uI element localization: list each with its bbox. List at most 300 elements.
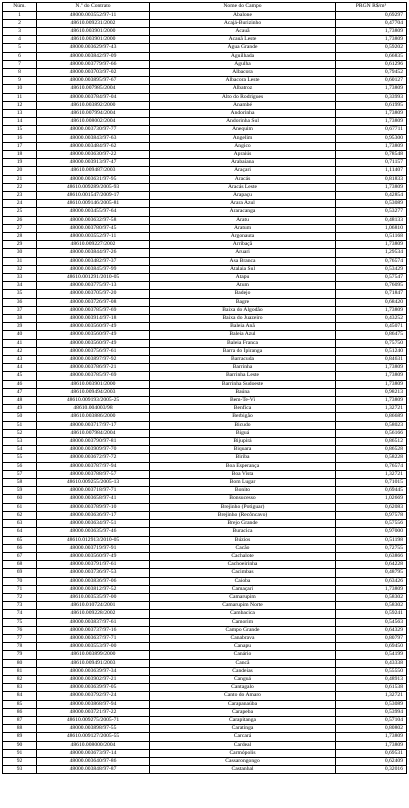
row-prgn: 0,54563 xyxy=(336,618,407,626)
row-num: 34 xyxy=(3,282,37,290)
row-prgn: 0,78548 xyxy=(336,150,407,158)
row-contract: 48000.003672/97-72 xyxy=(37,454,150,462)
row-num: 53 xyxy=(3,438,37,446)
row-num: 41 xyxy=(3,339,37,347)
row-field-name: Aratu xyxy=(150,216,336,224)
table-row xyxy=(3,339,407,347)
table-row xyxy=(3,167,407,175)
row-field-name: Albacora Leste xyxy=(150,77,336,85)
row-field-name: Cassarongongo xyxy=(150,757,336,765)
row-field-name: Candeias xyxy=(150,667,336,675)
row-field-name: Baleia Anã xyxy=(150,323,336,331)
row-field-name: Camaçari xyxy=(150,585,336,593)
row-prgn: 0,68420 xyxy=(336,298,407,306)
row-num: 1 xyxy=(3,11,37,19)
row-prgn: 0,59202 xyxy=(336,44,407,52)
row-field-name: Cambacica xyxy=(150,610,336,618)
row-num: 35 xyxy=(3,290,37,298)
row-num: 89 xyxy=(3,733,37,741)
row-num: 59 xyxy=(3,487,37,495)
row-prgn: 0,59241 xyxy=(336,610,407,618)
table-row xyxy=(3,700,407,708)
table-row xyxy=(3,257,407,265)
row-field-name: Buracica xyxy=(150,528,336,536)
row-num: 52 xyxy=(3,429,37,437)
row-contract: 48000.003553/97-00 xyxy=(37,643,150,651)
table-row xyxy=(3,692,407,700)
row-num: 70 xyxy=(3,577,37,585)
row-field-name: Barrinha Sudoeste xyxy=(150,380,336,388)
row-prgn: 1,73809 xyxy=(336,85,407,93)
row-contract: 48000.003705/97-20 xyxy=(37,290,150,298)
row-contract: 48000.003784/97-04 xyxy=(37,93,150,101)
row-num: 64 xyxy=(3,528,37,536)
row-contract: 48000.003844/97-26 xyxy=(37,249,150,257)
row-field-name: Atum xyxy=(150,282,336,290)
row-prgn: 1,32721 xyxy=(336,405,407,413)
table-row xyxy=(3,487,407,495)
row-contract: 48610.009127/2005-55 xyxy=(37,733,150,741)
table-row xyxy=(3,429,407,437)
row-num: 4 xyxy=(3,36,37,44)
row-prgn: 0,58023 xyxy=(336,421,407,429)
table-row xyxy=(3,725,407,733)
table-row xyxy=(3,741,407,749)
row-field-name: Benfica xyxy=(150,405,336,413)
row-prgn: 0,47704 xyxy=(336,19,407,27)
row-num: 33 xyxy=(3,274,37,282)
table-row xyxy=(3,593,407,601)
row-field-name: Barrinha xyxy=(150,364,336,372)
table-row xyxy=(3,93,407,101)
row-field-name: Baleia Azul xyxy=(150,331,336,339)
row-num: 87 xyxy=(3,716,37,724)
row-field-name: Anambé xyxy=(150,101,336,109)
contract-table-container xyxy=(2,2,406,774)
row-num: 40 xyxy=(3,331,37,339)
row-num: 26 xyxy=(3,216,37,224)
table-row xyxy=(3,749,407,757)
row-prgn: 0,61296 xyxy=(336,60,407,68)
row-contract: 48000.003837/97-61 xyxy=(37,618,150,626)
table-row xyxy=(3,667,407,675)
row-prgn: 0,69531 xyxy=(336,749,407,757)
row-field-name: Bom Lugar xyxy=(150,479,336,487)
table-row xyxy=(3,331,407,339)
row-contract: 48000.003792/97-24 xyxy=(37,692,150,700)
row-num: 15 xyxy=(3,126,37,134)
row-field-name: Cachalote xyxy=(150,552,336,560)
row-prgn: 0,71015 xyxy=(336,479,407,487)
row-prgn: 0,63866 xyxy=(336,552,407,560)
row-contract: 48610.001291/2010-05 xyxy=(37,274,150,282)
row-num: 85 xyxy=(3,700,37,708)
row-num: 42 xyxy=(3,347,37,355)
row-num: 14 xyxy=(3,118,37,126)
row-prgn: 0,56166 xyxy=(336,429,407,437)
row-prgn: 1,11407 xyxy=(336,167,407,175)
row-num: 69 xyxy=(3,569,37,577)
row-num: 9 xyxy=(3,77,37,85)
row-field-name: Aracás Leste xyxy=(150,183,336,191)
row-contract: 48610.012913/2010-05 xyxy=(37,536,150,544)
row-field-name: Arabaiana xyxy=(150,159,336,167)
table-row xyxy=(3,60,407,68)
row-prgn: 0,67711 xyxy=(336,126,407,134)
row-prgn: 0,33993 xyxy=(336,93,407,101)
row-prgn: 0,98213 xyxy=(336,388,407,396)
table-row xyxy=(3,52,407,60)
table-row xyxy=(3,544,407,552)
row-field-name: Abalone xyxy=(150,11,336,19)
row-field-name: Alto do Rodrigues xyxy=(150,93,336,101)
row-field-name: Badejo xyxy=(150,290,336,298)
row-num: 13 xyxy=(3,109,37,117)
table-row xyxy=(3,569,407,577)
row-contract: 48000.003637/97-71 xyxy=(37,634,150,642)
row-prgn: 0,76574 xyxy=(336,462,407,470)
row-field-name: Araracanga xyxy=(150,208,336,216)
table-row xyxy=(3,36,407,44)
row-contract: 48000.003898/97-55 xyxy=(37,725,150,733)
row-field-name: Canário xyxy=(150,651,336,659)
row-num: 93 xyxy=(3,766,37,774)
row-contract: 48610.007985/2004 xyxy=(37,85,150,93)
row-contract: 48000.003703/97-02 xyxy=(37,68,150,76)
row-prgn: 0,45071 xyxy=(336,323,407,331)
row-num: 51 xyxy=(3,421,37,429)
table-header-row xyxy=(3,3,407,12)
row-num: 57 xyxy=(3,470,37,478)
row-prgn: 1,73809 xyxy=(336,36,407,44)
row-num: 39 xyxy=(3,323,37,331)
row-field-name: Barrinha Leste xyxy=(150,372,336,380)
row-contract: 48610.008002/2004 xyxy=(37,118,150,126)
row-num: 46 xyxy=(3,380,37,388)
row-contract: 48610.009146/2005-81 xyxy=(37,200,150,208)
table-row xyxy=(3,520,407,528)
row-field-name: Biguá xyxy=(150,429,336,437)
row-contract: 48610.009487/2003 xyxy=(37,167,150,175)
row-field-name: Bicudo xyxy=(150,421,336,429)
row-field-name: Aracás xyxy=(150,175,336,183)
row-field-name: Bagre xyxy=(150,298,336,306)
table-row xyxy=(3,716,407,724)
row-num: 84 xyxy=(3,692,37,700)
row-prgn: 0,62409 xyxy=(336,757,407,765)
row-contract: 48610.007994/2004 xyxy=(37,109,150,117)
row-prgn: 0,57547 xyxy=(336,274,407,282)
row-prgn: 0,53089 xyxy=(336,200,407,208)
row-contract: 48000.003560/97-49 xyxy=(37,331,150,339)
row-contract: 48610.009193/2005-25 xyxy=(37,397,150,405)
row-field-name: Cardeal xyxy=(150,741,336,749)
row-prgn: 0,64329 xyxy=(336,626,407,634)
row-field-name: Acauã xyxy=(150,27,336,35)
row-field-name: Bonito xyxy=(150,487,336,495)
row-prgn: 0,95300 xyxy=(336,134,407,142)
header-num: Núm. xyxy=(3,3,37,12)
row-field-name: Castanhal xyxy=(150,766,336,774)
row-num: 19 xyxy=(3,159,37,167)
row-prgn: 0,58228 xyxy=(336,454,407,462)
row-prgn: 1,02669 xyxy=(336,495,407,503)
row-contract: 48000.003484/97-62 xyxy=(37,142,150,150)
row-field-name: Canguá xyxy=(150,675,336,683)
table-row xyxy=(3,11,407,19)
row-num: 72 xyxy=(3,593,37,601)
row-num: 21 xyxy=(3,175,37,183)
row-num: 12 xyxy=(3,101,37,109)
row-field-name: Asa Branca xyxy=(150,257,336,265)
row-num: 81 xyxy=(3,667,37,675)
table-row xyxy=(3,191,407,199)
row-contract: 48000.003455/97-64 xyxy=(37,208,150,216)
table-row xyxy=(3,175,407,183)
row-num: 5 xyxy=(3,44,37,52)
row-contract: 48610.003901/2000 xyxy=(37,27,150,35)
row-field-name: Araçari xyxy=(150,167,336,175)
row-num: 38 xyxy=(3,315,37,323)
row-num: 11 xyxy=(3,93,37,101)
row-prgn: 1,32721 xyxy=(336,470,407,478)
table-row xyxy=(3,585,407,593)
row-num: 43 xyxy=(3,356,37,364)
row-prgn: 0,76574 xyxy=(336,257,407,265)
row-prgn: 0,63426 xyxy=(336,577,407,585)
row-prgn: 0,97578 xyxy=(336,511,407,519)
row-contract: 48610.003892/2000 xyxy=(37,101,150,109)
row-contract: 48610.009491/2003 xyxy=(37,659,150,667)
table-row xyxy=(3,552,407,560)
row-contract: 48000.003560/97-49 xyxy=(37,339,150,347)
row-num: 56 xyxy=(3,462,37,470)
table-row xyxy=(3,446,407,454)
table-row xyxy=(3,290,407,298)
table-row xyxy=(3,77,407,85)
table-row xyxy=(3,265,407,273)
table-row xyxy=(3,733,407,741)
row-prgn: 0,53089 xyxy=(336,700,407,708)
row-field-name: Bijupirá xyxy=(150,438,336,446)
row-field-name: Arribaçã xyxy=(150,241,336,249)
row-contract: 48000.003658/97-41 xyxy=(37,495,150,503)
row-num: 79 xyxy=(3,651,37,659)
row-num: 74 xyxy=(3,610,37,618)
table-row xyxy=(3,68,407,76)
row-field-name: Cantagalo xyxy=(150,684,336,692)
row-prgn: 1,73809 xyxy=(336,733,407,741)
row-field-name: Acauã Leste xyxy=(150,36,336,44)
row-prgn: 1,73809 xyxy=(336,27,407,35)
row-contract: 48000.003842/97-09 xyxy=(37,52,150,60)
table-row xyxy=(3,200,407,208)
table-row xyxy=(3,503,407,511)
row-num: 48 xyxy=(3,397,37,405)
table-row xyxy=(3,364,407,372)
table-row xyxy=(3,528,407,536)
row-contract: 48610.009231/2002 xyxy=(37,19,150,27)
row-prgn: 0,57556 xyxy=(336,520,407,528)
row-prgn: 0,43338 xyxy=(336,659,407,667)
row-prgn: 0,54199 xyxy=(336,651,407,659)
table-row xyxy=(3,109,407,117)
row-field-name: Cancã xyxy=(150,659,336,667)
row-contract: 48610.003901/2000 xyxy=(37,36,150,44)
table-row xyxy=(3,618,407,626)
row-num: 78 xyxy=(3,643,37,651)
row-field-name: Boa Vista xyxy=(150,470,336,478)
table-row xyxy=(3,454,407,462)
row-prgn: 0,53277 xyxy=(336,208,407,216)
row-prgn: 1,73809 xyxy=(336,380,407,388)
row-contract: 48610.003899/2000 xyxy=(37,651,150,659)
row-num: 65 xyxy=(3,536,37,544)
row-field-name: Carapanaúba xyxy=(150,700,336,708)
row-field-name: Carapitanga xyxy=(150,716,336,724)
row-num: 61 xyxy=(3,503,37,511)
row-field-name: Baleia Franca xyxy=(150,339,336,347)
row-num: 55 xyxy=(3,454,37,462)
row-contract: 48000.003736/97-53 xyxy=(37,569,150,577)
row-num: 67 xyxy=(3,552,37,560)
row-num: 16 xyxy=(3,134,37,142)
table-row xyxy=(3,241,407,249)
row-field-name: Aguilhada xyxy=(150,52,336,60)
row-prgn: 1,73809 xyxy=(336,372,407,380)
row-prgn: 0,86689 xyxy=(336,413,407,421)
row-field-name: Barracuda xyxy=(150,356,336,364)
row-contract: 48000.003780/97-45 xyxy=(37,224,150,232)
row-field-name: Baúna xyxy=(150,388,336,396)
table-row xyxy=(3,183,407,191)
row-contract: 48000.003775/97-13 xyxy=(37,282,150,290)
row-contract: 48000.003843/97-63 xyxy=(37,134,150,142)
row-contract: 48000.003632/97-58 xyxy=(37,216,150,224)
table-row xyxy=(3,19,407,27)
row-prgn: 0,62083 xyxy=(336,503,407,511)
row-prgn: 1,32721 xyxy=(336,692,407,700)
row-contract: 48000.003895/97-67 xyxy=(37,77,150,85)
row-num: 30 xyxy=(3,249,37,257)
row-contract: 48000.003790/97-81 xyxy=(37,438,150,446)
table-row xyxy=(3,224,407,232)
row-field-name: Apraiús xyxy=(150,150,336,158)
row-prgn: 0,53429 xyxy=(336,265,407,273)
row-field-name: Albatroz xyxy=(150,85,336,93)
table-row xyxy=(3,675,407,683)
table-row xyxy=(3,462,407,470)
row-contract: 48610.003535/97-00 xyxy=(37,593,150,601)
row-prgn: 0,51168 xyxy=(336,232,407,240)
row-prgn: 0,48133 xyxy=(336,216,407,224)
table-row xyxy=(3,536,407,544)
row-field-name: Baixa do Algodão xyxy=(150,306,336,314)
table-row xyxy=(3,85,407,93)
table-row xyxy=(3,634,407,642)
row-field-name: Brejinho (Potiguar) xyxy=(150,503,336,511)
table-row xyxy=(3,356,407,364)
row-num: 77 xyxy=(3,634,37,642)
row-num: 31 xyxy=(3,257,37,265)
row-prgn: 1,73809 xyxy=(336,183,407,191)
row-contract: 48610.003886/2000 xyxy=(37,413,150,421)
row-num: 54 xyxy=(3,446,37,454)
row-num: 50 xyxy=(3,413,37,421)
row-contract: 48000.003635/97-46 xyxy=(37,528,150,536)
row-field-name: Camorim xyxy=(150,618,336,626)
table-row xyxy=(3,659,407,667)
row-prgn: 0,80802 xyxy=(336,725,407,733)
row-contract: 48000.003902/97-21 xyxy=(37,675,150,683)
row-contract: 48610.001547/2009-17 xyxy=(37,191,150,199)
row-num: 47 xyxy=(3,388,37,396)
row-num: 91 xyxy=(3,749,37,757)
row-prgn: 1,73809 xyxy=(336,241,407,249)
row-field-name: Brejinho (Recôncavo) xyxy=(150,511,336,519)
row-field-name: Anequim xyxy=(150,126,336,134)
row-contract: 48000.003788/97-57 xyxy=(37,470,150,478)
row-field-name: Boa Esperança xyxy=(150,462,336,470)
table-row xyxy=(3,626,407,634)
row-field-name: Água Grande xyxy=(150,44,336,52)
row-num: 3 xyxy=(3,27,37,35)
row-contract: 48610.008000/2004 xyxy=(37,741,150,749)
row-num: 86 xyxy=(3,708,37,716)
row-field-name: Barra do Ipiranga xyxy=(150,347,336,355)
row-contract: 48000.003560/97-49 xyxy=(37,323,150,331)
row-field-name: Carcará xyxy=(150,733,336,741)
table-row xyxy=(3,602,407,610)
row-field-name: Atalaia Sul xyxy=(150,265,336,273)
row-prgn: 0,60127 xyxy=(336,77,407,85)
row-field-name: Angico xyxy=(150,142,336,150)
row-field-name: Camarupim xyxy=(150,593,336,601)
row-prgn: 0,69297 xyxy=(336,11,407,19)
row-field-name: Biquara xyxy=(150,446,336,454)
row-num: 60 xyxy=(3,495,37,503)
row-prgn: 0,69450 xyxy=(336,643,407,651)
row-field-name: Camarupim Norte xyxy=(150,602,336,610)
row-field-name: Argonauta xyxy=(150,232,336,240)
row-num: 45 xyxy=(3,372,37,380)
row-num: 92 xyxy=(3,757,37,765)
row-num: 80 xyxy=(3,659,37,667)
table-row xyxy=(3,126,407,134)
row-contract: 48610.009289/2005-93 xyxy=(37,183,150,191)
row-field-name: Cachoeirinha xyxy=(150,561,336,569)
table-row xyxy=(3,495,407,503)
table-row xyxy=(3,208,407,216)
row-prgn: 1,73809 xyxy=(336,364,407,372)
row-contract: 48000.003756/97-61 xyxy=(37,347,150,355)
row-num: 27 xyxy=(3,224,37,232)
row-prgn: 0,71847 xyxy=(336,290,407,298)
row-num: 44 xyxy=(3,364,37,372)
row-field-name: Caratinga xyxy=(150,725,336,733)
row-field-name: Biriba xyxy=(150,454,336,462)
row-contract: 48000.003897/97-92 xyxy=(37,356,150,364)
row-prgn: 0,58302 xyxy=(336,593,407,601)
row-field-name: Caioba xyxy=(150,577,336,585)
row-contract: 48000.003913/97-47 xyxy=(37,159,150,167)
row-prgn: 0,72755 xyxy=(336,544,407,552)
header-prgn: PRGN R$/m³ xyxy=(336,3,407,12)
row-prgn: 0,69445 xyxy=(336,487,407,495)
row-contract: 48610.009275/2005-71 xyxy=(37,716,150,724)
row-contract: 48000.003639/97-05 xyxy=(37,684,150,692)
row-contract: 48000.003868/97-94 xyxy=(37,700,150,708)
